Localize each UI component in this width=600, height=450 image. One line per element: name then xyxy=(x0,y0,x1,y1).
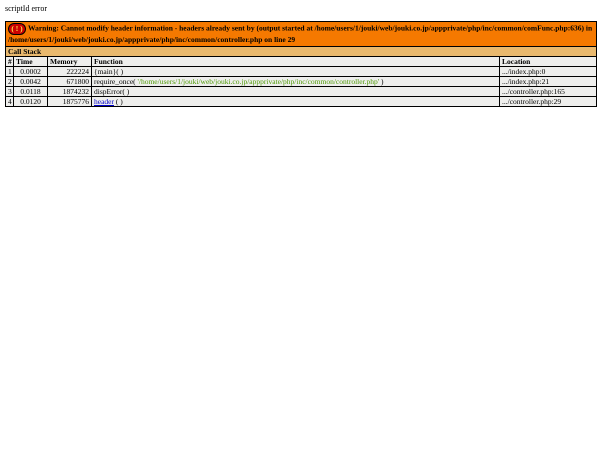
function-argument: '/home/users/1/jouki/web/jouki.co.jp/appprivate/php/inc/common/controller.php' xyxy=(135,76,382,86)
xdebug-error-table xyxy=(5,21,597,107)
row-memory: 1874232 xyxy=(48,86,92,96)
table-row xyxy=(6,66,597,76)
table-row xyxy=(6,76,597,86)
function-close: ) xyxy=(381,76,384,86)
row-time: 0.0002 xyxy=(14,66,48,76)
header-number: # xyxy=(6,56,14,66)
function-close: ( ) xyxy=(113,96,123,106)
function-name: {main}( ) xyxy=(94,66,124,76)
row-number: 4 xyxy=(6,96,14,106)
row-time: 0.0118 xyxy=(14,86,48,96)
header-memory: Memory xyxy=(48,56,92,66)
row-time: 0.0120 xyxy=(14,96,48,106)
header-time: Time xyxy=(14,56,48,66)
header-function: Function xyxy=(92,56,500,66)
row-memory: 222224 xyxy=(48,66,92,76)
table-row xyxy=(6,86,597,96)
row-memory: 671800 xyxy=(48,76,92,86)
table-row xyxy=(6,96,597,106)
row-number: 3 xyxy=(6,86,14,96)
warning-icon: ( ! ) xyxy=(8,23,26,35)
call-stack-title: Call Stack xyxy=(6,46,597,56)
warning-row xyxy=(6,22,597,47)
header-function-link[interactable]: header xyxy=(94,96,114,106)
header-location: Location xyxy=(500,56,597,66)
row-location: .../index.php:21 xyxy=(500,76,597,86)
row-function xyxy=(92,96,500,106)
row-location: .../index.php:0 xyxy=(500,66,597,76)
row-function xyxy=(92,66,500,76)
row-time: 0.0042 xyxy=(14,76,48,86)
call-stack-title-row xyxy=(6,46,597,56)
function-name: dispError( ) xyxy=(94,86,130,96)
script-id-error-text: scriptId error xyxy=(5,4,47,13)
row-function xyxy=(92,76,500,86)
row-function xyxy=(92,86,500,96)
warning-text: Warning: Cannot modify header information - headers already sent by (output started at /home/users/1/jouki/web/jouki.co.jp/appprivate/php/inc/common/comFunc.php:636) in /home/users/1/jouki/web/jouki.co.jp/appprivate/php/inc/common/controller.php on line 29 xyxy=(8,23,593,44)
row-location: .../controller.php:165 xyxy=(500,86,597,96)
call-stack-header-row xyxy=(6,56,597,66)
row-number: 2 xyxy=(6,76,14,86)
function-name: require_once( xyxy=(94,76,136,86)
row-location: .../controller.php:29 xyxy=(500,96,597,106)
row-number: 1 xyxy=(6,66,14,76)
warning-message xyxy=(6,22,597,47)
row-memory: 1875776 xyxy=(48,96,92,106)
